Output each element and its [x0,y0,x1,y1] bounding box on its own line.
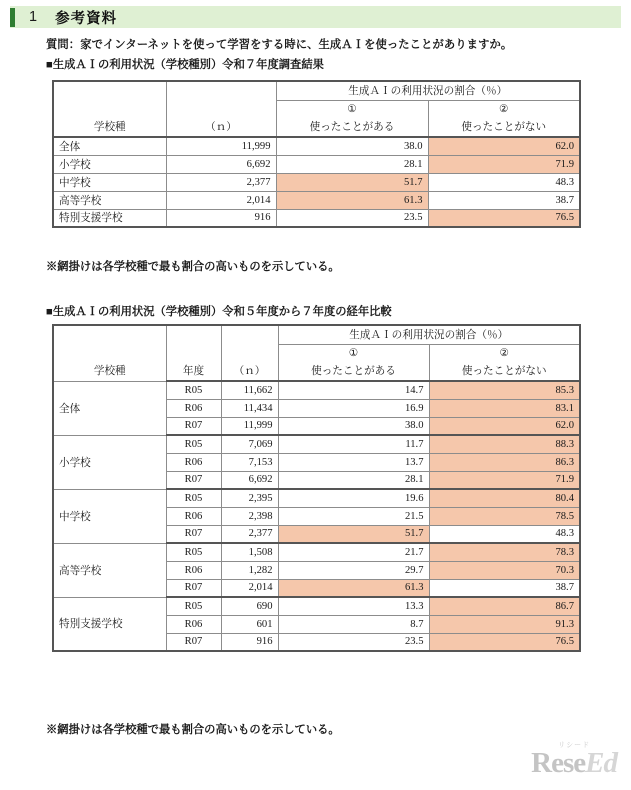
table1-blank-n-2 [166,100,276,117]
cell-used-pct: 11.7 [278,435,429,453]
table1-header-row-labels [53,117,580,137]
cell-used-pct: 23.5 [278,633,429,651]
table2-corner-blank-left [53,325,166,344]
cell-used-pct: 21.5 [278,507,429,525]
cell-year: R06 [166,615,221,633]
cell-not-used-pct: 71.9 [428,155,580,173]
table2-blank-left-2 [53,344,166,361]
cell-school-type: 小学校 [53,155,166,173]
cell-school-type: 中学校 [53,173,166,191]
table2-blank-n-2 [221,344,278,361]
table-current-year [52,80,581,228]
table2-caption: ■生成ＡＩの利用状況（学校種別）令和５年度から７年度の経年比較 [46,306,392,318]
table2-group-header: 生成ＡＩの利用状況の割合（％） [278,325,580,344]
cell-not-used-pct: 86.7 [429,597,580,615]
cell-used-pct: 61.3 [276,191,428,209]
table1-caption: ■生成ＡＩの利用状況（学校種別）令和７年度調査結果 [46,59,324,71]
cell-year: R07 [166,417,221,435]
table2-opt2-mark: ② [429,344,580,361]
table-row [53,489,580,507]
table2-col-year: 年度 [166,361,221,381]
cell-year: R06 [166,507,221,525]
table1-group-header: 生成ＡＩの利用状況の割合（％） [276,81,580,100]
cell-not-used-pct: 78.5 [429,507,580,525]
cell-n: 1,508 [221,543,278,561]
cell-used-pct: 51.7 [276,173,428,191]
cell-used-pct: 51.7 [278,525,429,543]
cell-not-used-pct: 86.3 [429,453,580,471]
table1-opt2-mark: ② [428,100,580,117]
table1-col-opt2-label: 使ったことがない [428,117,580,137]
cell-school-type: 高等学校 [53,191,166,209]
table1-blank-left-2 [53,100,166,117]
cell-school-type-group: 全体 [53,381,166,435]
section-title: 参考資料 [55,10,118,27]
cell-not-used-pct: 83.1 [429,399,580,417]
table2-body [53,381,580,651]
cell-used-pct: 13.3 [278,597,429,615]
section-banner [10,6,621,28]
cell-n: 916 [221,633,278,651]
cell-n: 2,014 [221,579,278,597]
table2-header-row-labels [53,361,580,381]
cell-school-type-group: 中学校 [53,489,166,543]
logo-part-ed: Ed [585,747,617,779]
table-row [53,173,580,191]
table-row [53,435,580,453]
table-year-over-year [52,324,581,652]
cell-used-pct: 19.6 [278,489,429,507]
table2-blank-year-2 [166,344,221,361]
cell-used-pct: 29.7 [278,561,429,579]
cell-n: 2,398 [221,507,278,525]
cell-not-used-pct: 85.3 [429,381,580,399]
table-row [53,155,580,173]
cell-used-pct: 61.3 [278,579,429,597]
cell-n: 11,662 [221,381,278,399]
logo-ruby-text: リシード [558,742,591,749]
table1-body [53,137,580,227]
cell-school-type: 特別支援学校 [53,209,166,227]
cell-year: R05 [166,543,221,561]
table1-col-opt1-label: 使ったことがある [276,117,428,137]
cell-n: 11,999 [221,417,278,435]
survey-question: 質問：家でインターネットを使って学習をする時に、生成ＡＩを使ったことがありますか。 [46,39,513,51]
cell-year: R06 [166,399,221,417]
cell-not-used-pct: 70.3 [429,561,580,579]
section-number: 1 [29,9,38,25]
cell-used-pct: 14.7 [278,381,429,399]
cell-school-type: 全体 [53,137,166,155]
cell-not-used-pct: 76.5 [429,633,580,651]
cell-n: 7,153 [221,453,278,471]
table2-col-opt2-label: 使ったことがない [429,361,580,381]
cell-n: 2,014 [166,191,276,209]
cell-not-used-pct: 76.5 [428,209,580,227]
table2-footnote: ※網掛けは各学校種で最も割合の高いものを示している。 [46,724,340,736]
table1-corner-blank-left [53,81,166,100]
cell-school-type-group: 小学校 [53,435,166,489]
table1-header-row-marks [53,100,580,117]
table1-header-row-group [53,81,580,100]
table-row [53,597,580,615]
cell-not-used-pct: 38.7 [428,191,580,209]
cell-used-pct: 23.5 [276,209,428,227]
cell-n: 1,282 [221,561,278,579]
table1-col-n: （ｎ） [166,117,276,137]
table2-corner-blank-n [221,325,278,344]
cell-used-pct: 28.1 [278,471,429,489]
cell-n: 6,692 [221,471,278,489]
table2-header-row-marks [53,344,580,361]
table1-footnote: ※網掛けは各学校種で最も割合の高いものを示している。 [46,261,340,273]
cell-year: R05 [166,435,221,453]
cell-used-pct: 8.7 [278,615,429,633]
table-row [53,381,580,399]
cell-not-used-pct: 48.3 [429,525,580,543]
cell-year: R06 [166,561,221,579]
cell-n: 2,377 [166,173,276,191]
cell-n: 11,999 [166,137,276,155]
table2-col-opt1-label: 使ったことがある [278,361,429,381]
cell-year: R05 [166,381,221,399]
cell-year: R07 [166,471,221,489]
cell-n: 11,434 [221,399,278,417]
table1-opt1-mark: ① [276,100,428,117]
cell-used-pct: 38.0 [278,417,429,435]
cell-not-used-pct: 91.3 [429,615,580,633]
table2-opt1-mark: ① [278,344,429,361]
table1-corner-blank-n [166,81,276,100]
table2-col-n: （ｎ） [221,361,278,381]
cell-year: R05 [166,597,221,615]
table2-col-school-type: 学校種 [53,361,166,381]
cell-year: R07 [166,633,221,651]
cell-school-type-group: 特別支援学校 [53,597,166,651]
reseed-logo [531,740,617,780]
cell-year: R07 [166,579,221,597]
cell-n: 2,377 [221,525,278,543]
cell-used-pct: 21.7 [278,543,429,561]
cell-not-used-pct: 48.3 [428,173,580,191]
cell-not-used-pct: 62.0 [429,417,580,435]
cell-not-used-pct: 78.3 [429,543,580,561]
logo-wordmark [531,747,617,780]
table-row [53,137,580,155]
cell-n: 916 [166,209,276,227]
table2-corner-blank-year [166,325,221,344]
cell-year: R05 [166,489,221,507]
cell-used-pct: 13.7 [278,453,429,471]
table-row [53,543,580,561]
table-row [53,209,580,227]
cell-year: R07 [166,525,221,543]
table2-header-row-group [53,325,580,344]
cell-year: R06 [166,453,221,471]
cell-used-pct: 16.9 [278,399,429,417]
cell-not-used-pct: 71.9 [429,471,580,489]
cell-used-pct: 38.0 [276,137,428,155]
cell-not-used-pct: 80.4 [429,489,580,507]
cell-n: 601 [221,615,278,633]
cell-not-used-pct: 88.3 [429,435,580,453]
banner-accent-bar [10,8,15,27]
table1-col-school-type: 学校種 [53,117,166,137]
cell-not-used-pct: 62.0 [428,137,580,155]
cell-used-pct: 28.1 [276,155,428,173]
cell-n: 690 [221,597,278,615]
logo-part-rese: Rese [531,747,586,779]
cell-n: 6,692 [166,155,276,173]
cell-school-type-group: 高等学校 [53,543,166,597]
table-row [53,191,580,209]
cell-not-used-pct: 38.7 [429,579,580,597]
cell-n: 7,069 [221,435,278,453]
cell-n: 2,395 [221,489,278,507]
